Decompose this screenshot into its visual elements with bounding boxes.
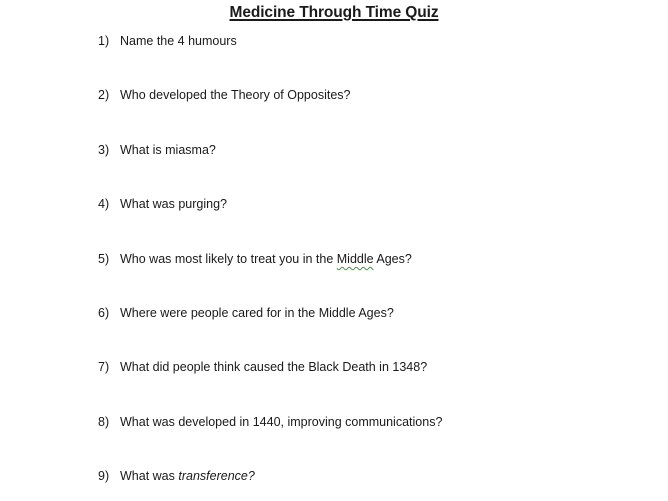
question-7 xyxy=(98,360,427,374)
title-text: Medicine Through Time Quiz xyxy=(229,4,439,21)
question-text: Where were people cared for in the Middle Ages? xyxy=(120,306,394,320)
question-8 xyxy=(98,415,442,429)
page-title xyxy=(0,4,668,22)
question-number: 9) xyxy=(98,469,110,483)
question-text xyxy=(120,252,412,266)
question-text: Name the 4 humours xyxy=(120,34,237,48)
question-number: 3) xyxy=(98,143,110,157)
question-number: 1) xyxy=(98,34,110,48)
italic-term: transference? xyxy=(178,469,255,483)
question-6 xyxy=(98,306,394,320)
question-text: Who developed the Theory of Opposites? xyxy=(120,88,351,102)
question-text xyxy=(120,469,255,483)
question-number: 8) xyxy=(98,415,110,429)
question-number: 5) xyxy=(98,252,110,266)
question-4 xyxy=(98,197,227,211)
question-number: 4) xyxy=(98,197,110,211)
question-1 xyxy=(98,34,237,48)
question-2 xyxy=(98,88,350,102)
question-number: 2) xyxy=(98,88,110,102)
question-text-part: Who was most likely to treat you in the xyxy=(120,252,337,266)
question-number: 6) xyxy=(98,306,110,320)
spellcheck-flagged-word: Middle xyxy=(336,252,374,266)
question-text: What was purging? xyxy=(120,197,228,211)
question-5 xyxy=(98,252,412,266)
question-9 xyxy=(98,469,255,483)
question-text: What is miasma? xyxy=(120,143,216,157)
question-3 xyxy=(98,143,216,157)
question-text: What was developed in 1440, improving communications? xyxy=(120,415,443,429)
question-text: What did people think caused the Black Death in 1348? xyxy=(120,360,428,374)
question-text-part: Ages? xyxy=(373,252,412,266)
question-number: 7) xyxy=(98,360,110,374)
question-text-part: What was xyxy=(120,469,179,483)
